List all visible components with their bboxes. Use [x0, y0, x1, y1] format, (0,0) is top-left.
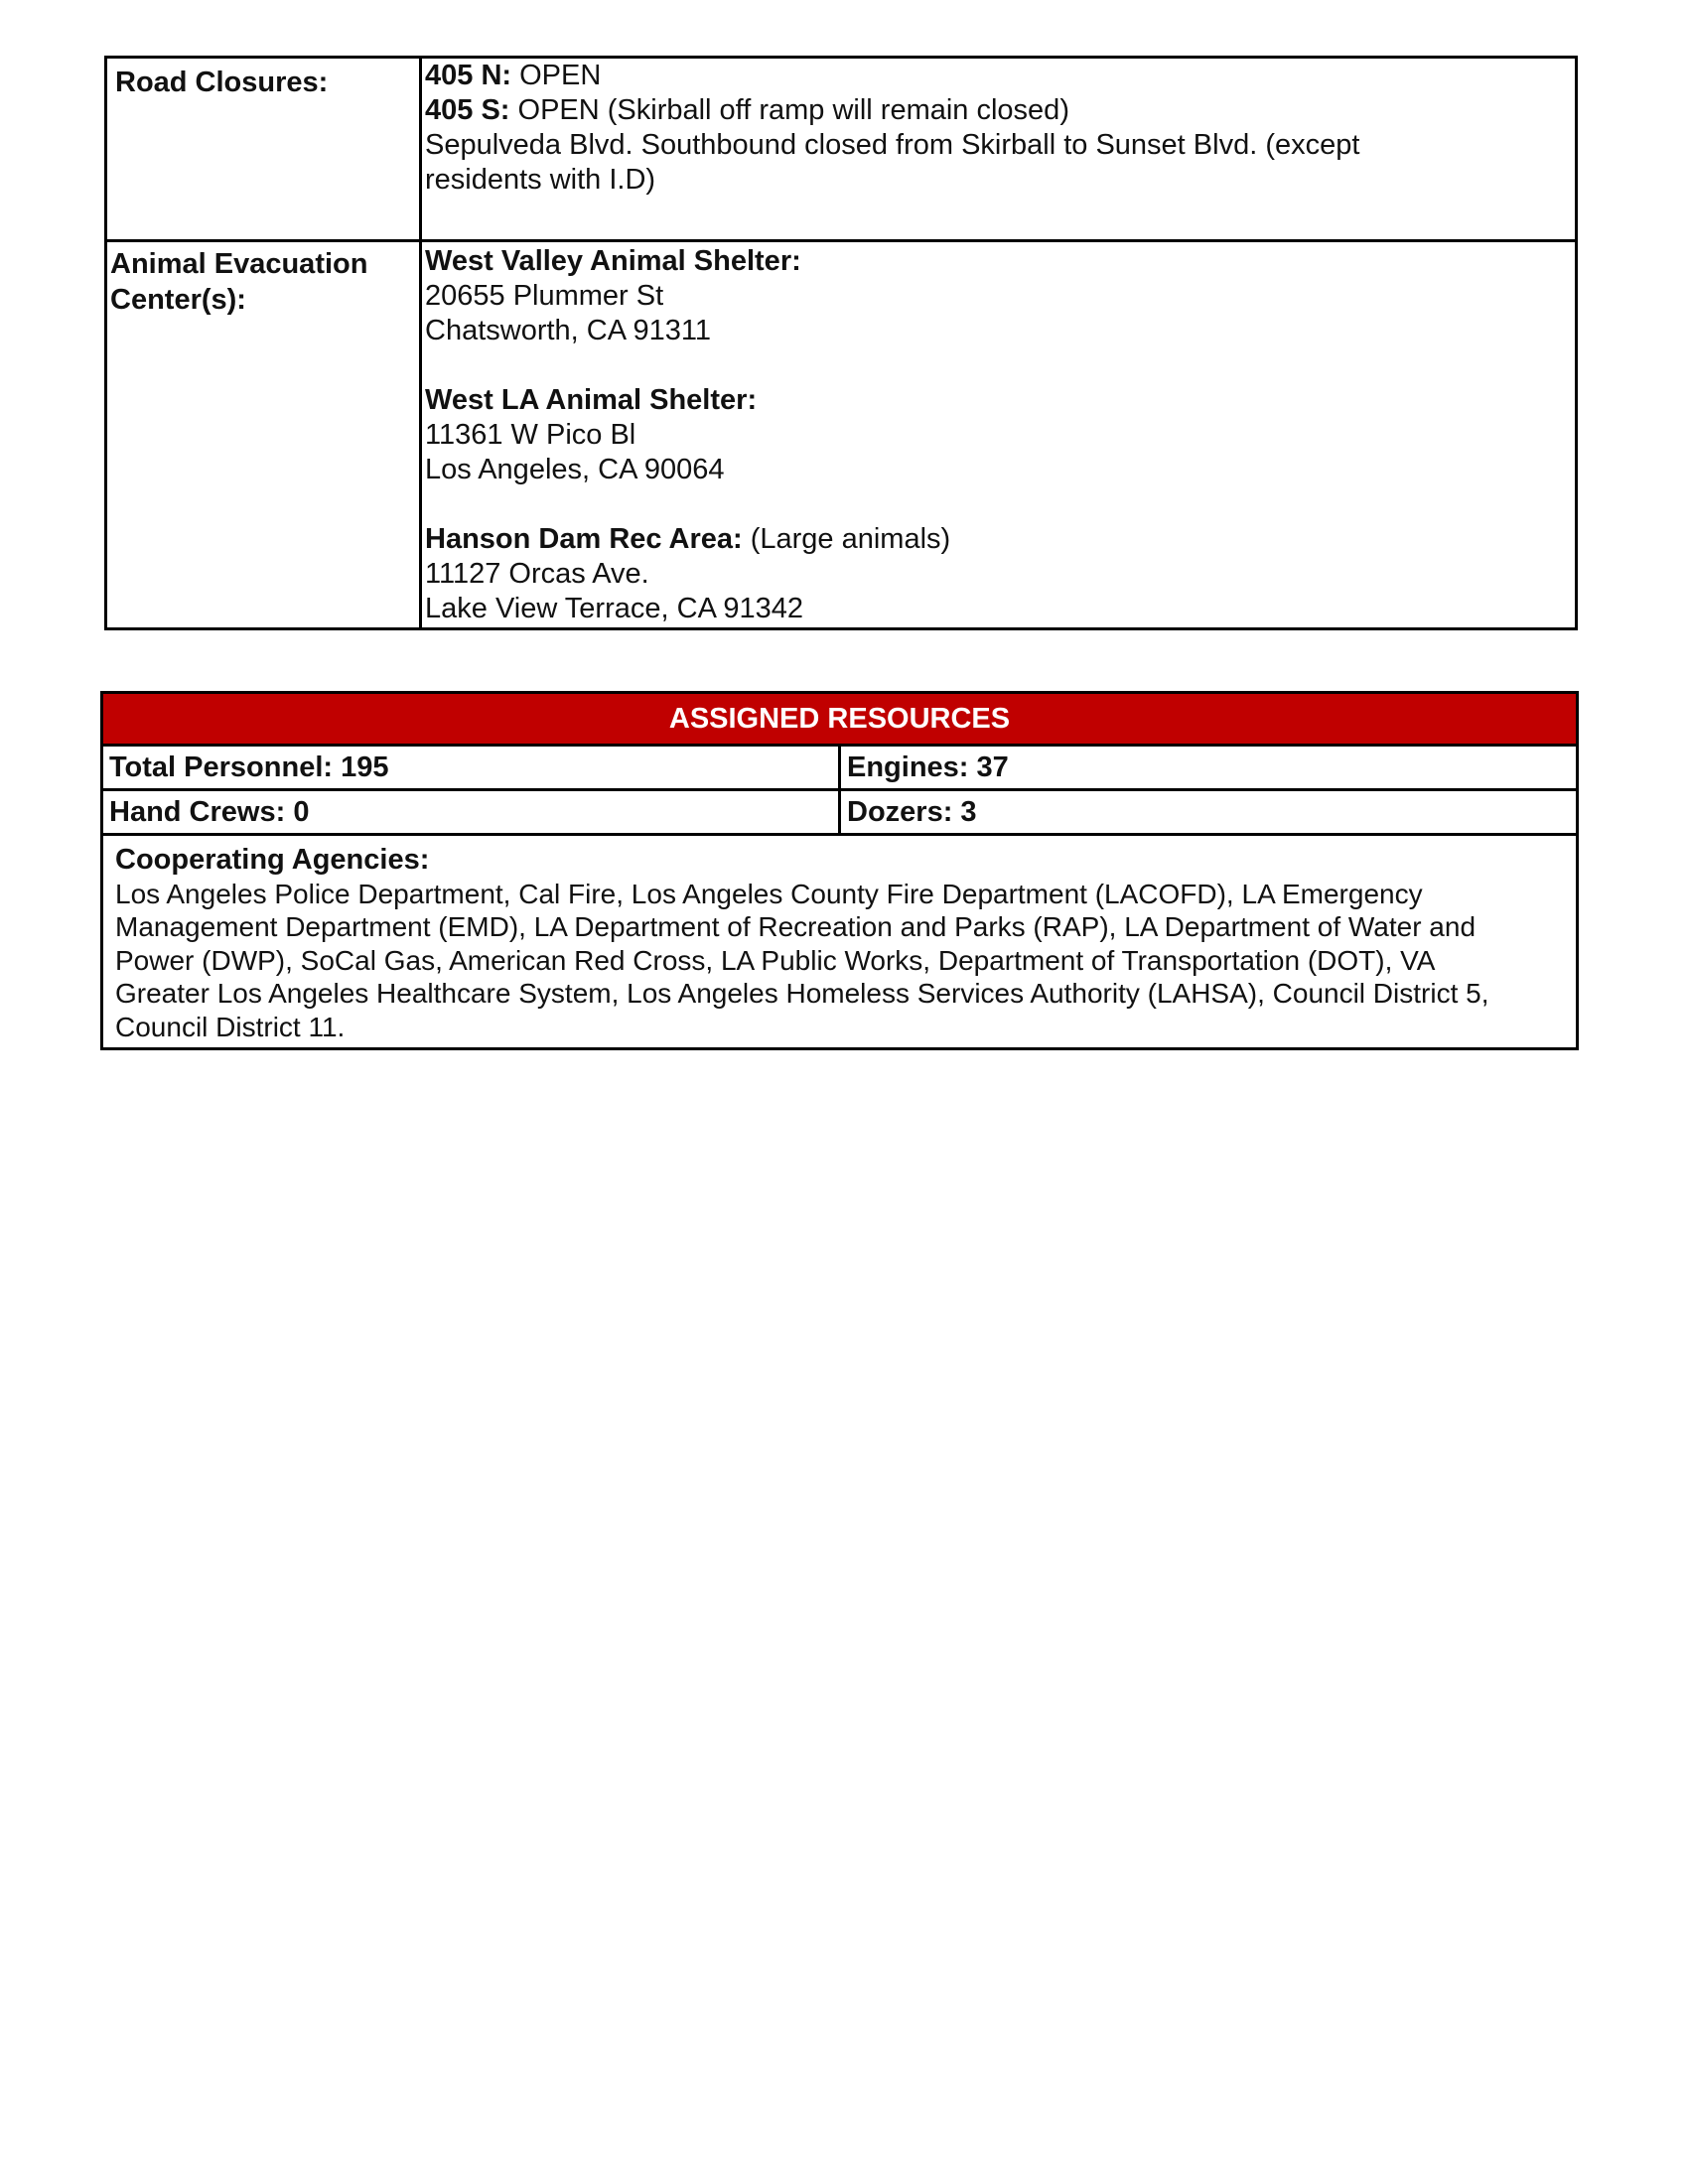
animal-evacuation-row [106, 241, 1577, 629]
shelter-entry [425, 244, 1575, 348]
agencies-line: Los Angeles Police Department, Cal Fire, Los Angeles County Fire Department (LACOFD), LA Emergency [115, 878, 1423, 909]
cooperating-agencies-row [102, 835, 1578, 1049]
road-closure-line: residents with I.D) [425, 164, 656, 196]
dozers-count: Dozers: 3 [840, 790, 1578, 835]
agencies-line: Power (DWP), SoCal Gas, American Red Cross, LA Public Works, Department of Transportation (DOT), VA [115, 944, 1436, 976]
shelter-city: Lake View Terrace, CA 91342 [425, 593, 804, 624]
agencies-line: Council District 11. [115, 1011, 346, 1042]
road-closures-value [421, 58, 1577, 241]
shelter-address: 11127 Orcas Ave. [425, 558, 649, 590]
assigned-resources-table [100, 691, 1579, 1050]
shelter-entry [425, 383, 1575, 487]
resources-row [102, 790, 1578, 835]
road-closures-row [106, 58, 1577, 241]
shelter-address: 20655 Plummer St [425, 280, 664, 312]
resources-header-row [102, 693, 1578, 746]
total-personnel: Total Personnel: 195 [102, 746, 840, 790]
animal-evacuation-label: Animal Evacuation Center(s): [106, 241, 421, 629]
shelter-name: Hanson Dam Rec Area: [425, 523, 743, 555]
road-closure-line: 405 N: OPEN [425, 60, 602, 91]
agencies-line: Greater Los Angeles Healthcare System, Los Angeles Homeless Services Authority (LAHSA), Council District 5, [115, 978, 1489, 1009]
animal-evacuation-value [421, 241, 1577, 629]
road-closure-line: 405 S: OPEN (Skirball off ramp will remain closed) [425, 94, 1069, 126]
resources-header: ASSIGNED RESOURCES [102, 693, 1578, 746]
shelter-name: West LA Animal Shelter: [425, 384, 758, 416]
resources-row [102, 746, 1578, 790]
shelter-entry: Hanson Dam Rec Area: (Large animals) 11127 Orcas Ave. Lake View Terrace, CA 91342 [425, 522, 1575, 626]
shelter-city: Chatsworth, CA 91311 [425, 315, 712, 346]
engines-count: Engines: 37 [840, 746, 1578, 790]
shelter-address: 11361 W Pico Bl [425, 419, 636, 451]
agencies-line: Management Department (EMD), LA Department of Recreation and Parks (RAP), LA Department of Water and [115, 911, 1477, 942]
cooperating-agencies-heading: Cooperating Agencies: [115, 844, 430, 876]
road-closures-label: Road Closures: [106, 58, 421, 241]
incident-info-table [104, 56, 1578, 630]
hand-crews-count: Hand Crews: 0 [102, 790, 840, 835]
road-closure-line: Sepulveda Blvd. Southbound closed from Skirball to Sunset Blvd. (except [425, 129, 1360, 161]
cooperating-agencies [102, 835, 1578, 1049]
shelter-city: Los Angeles, CA 90064 [425, 454, 725, 485]
shelter-name: West Valley Animal Shelter: [425, 245, 801, 277]
